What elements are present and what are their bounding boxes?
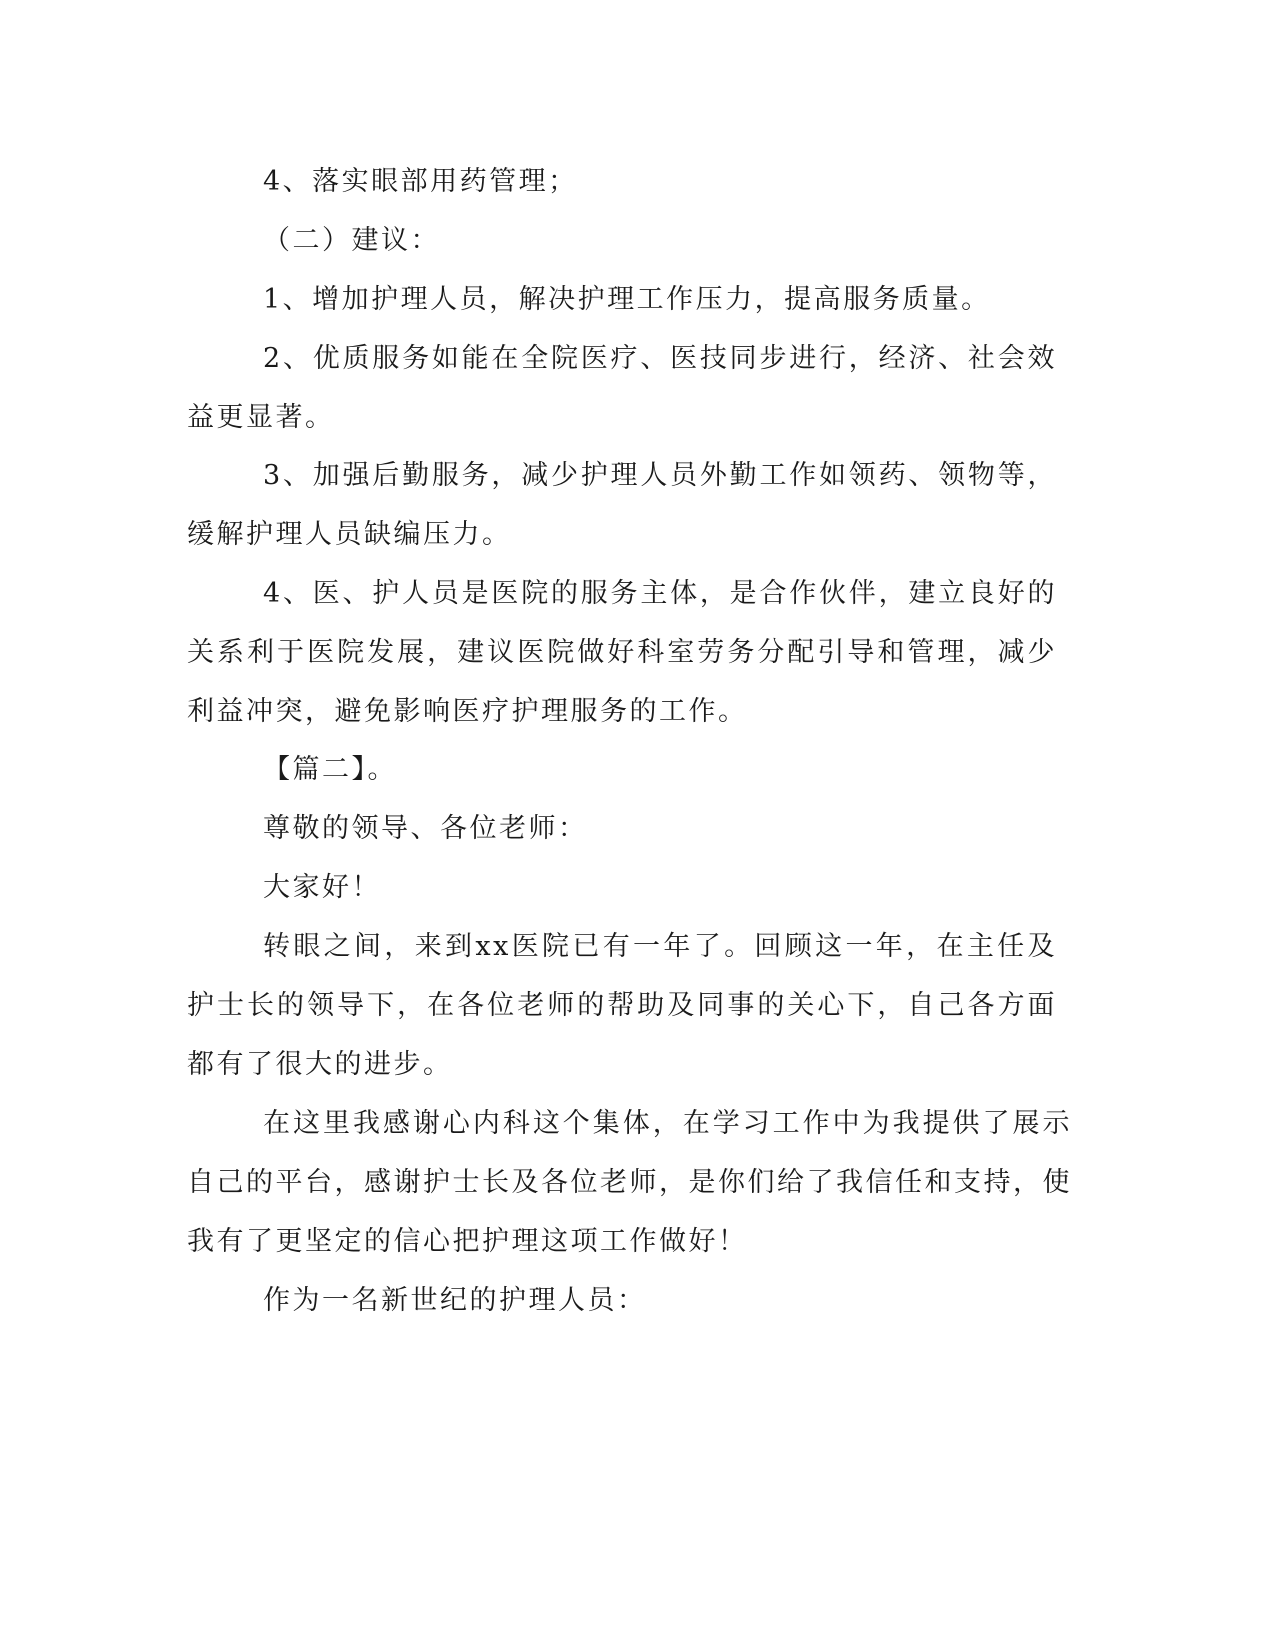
paragraph-review: 转眼之间，来到xx医院已有一年了。回顾这一年，在主任及护士长的领导下，在各位老师的帮助及同事的关心下，自己各方面都有了很大的进步。 xyxy=(187,931,1057,1080)
paragraph-suggestion-2: 2、优质服务如能在全院医疗、医技同步进行，经济、社会效益更显著。 xyxy=(187,343,1057,433)
paragraph-new-era-nurse: 作为一名新世纪的护理人员： xyxy=(263,1285,647,1316)
paragraph-salutation: 尊敬的领导、各位老师： xyxy=(263,813,588,844)
paragraph-greeting: 大家好！ xyxy=(263,872,381,903)
paragraph-eye-medication: 4、落实眼部用药管理； xyxy=(263,166,578,197)
paragraph-suggestion-1: 1、增加护理人员，解决护理工作压力，提高服务质量。 xyxy=(263,284,991,315)
paragraph-suggestion-4: 4、医、护人员是医院的服务主体，是合作伙伴，建立良好的关系利于医院发展，建议医院做好科室劳务分配引导和管理，减少利益冲突，避免影响医疗护理服务的工作。 xyxy=(187,578,1057,727)
paragraph-thanks: 在这里我感谢心内科这个集体，在学习工作中为我提供了展示自己的平台，感谢护士长及各位老师，是你们给了我信任和支持，使我有了更坚定的信心把护理这项工作做好！ xyxy=(187,1108,1072,1257)
paragraph-suggestions-heading: （二）建议： xyxy=(263,225,440,256)
paragraph-suggestion-3: 3、加强后勤服务，减少护理人员外勤工作如领药、领物等，缓解护理人员缺编压力。 xyxy=(187,460,1057,550)
section-heading-part-two: 【篇二】。 xyxy=(263,754,397,785)
